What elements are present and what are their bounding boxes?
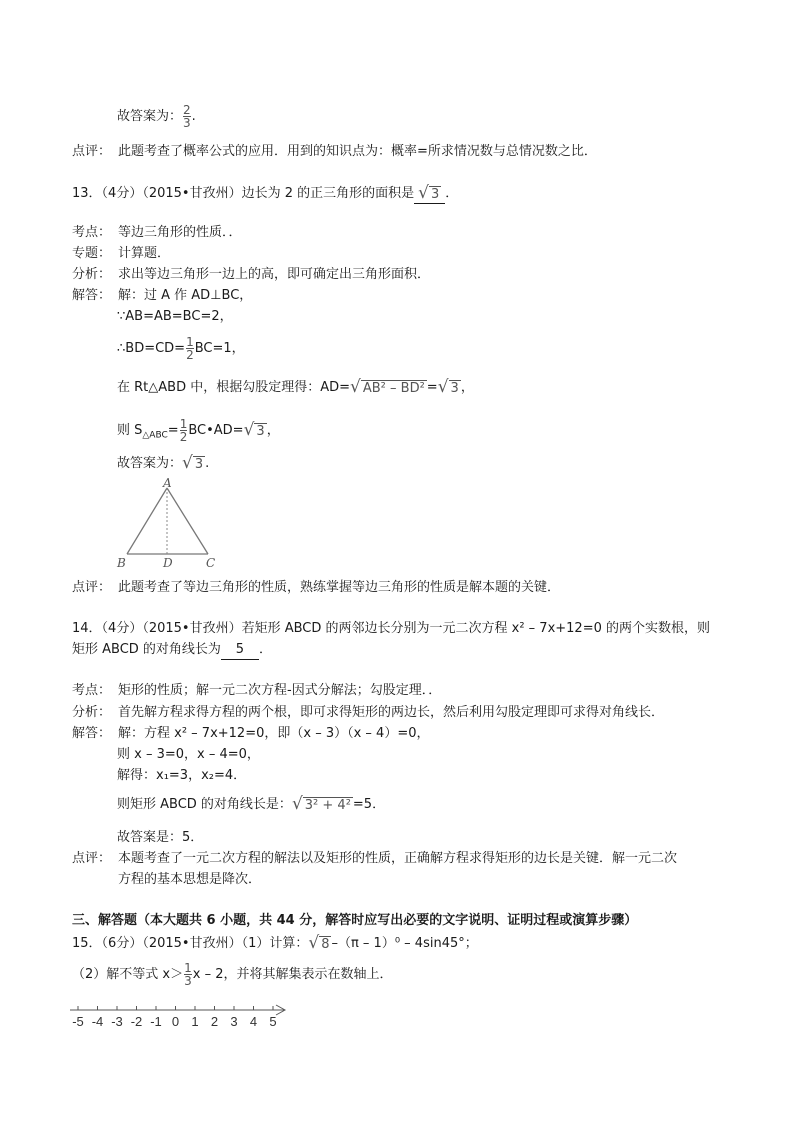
sqrt-expression: √ 8 [308,933,330,953]
q14-jieda: 解答： 解：方程 x² – 7x+12=0，即（x – 3）（x – 4）=0， [72,726,430,741]
vertex-c-label: C [206,556,216,570]
q13-stem: 13．（4分）（2015•甘孜州）边长为 2 的正三角形的面积是 √ 3 ． [72,183,459,203]
q14-fenxi: 分析： 首先解方程求得方程的两个根，即可求得矩形的两边长，然后利用勾股定理即可求得对角线长． [72,705,665,720]
number-line [66,998,296,1032]
q13-step2: ∵AB=AB=BC=2， [117,309,233,324]
q14-comment: 点评： 本题考查了一元二次方程的解法以及矩形的性质，正确解方程求得矩形的边长是关键．解一元二次 [72,851,678,866]
vertex-a-label: A [163,476,172,490]
q14-step3: 解得：x₁=3，x₂=4． [117,768,247,783]
q14-stem-line2: 矩形 ABCD 的对角线长为 5 ． [72,641,272,660]
sqrt-expression: √ 3 [437,377,459,397]
sqrt-expression: √ AB² – BD² [350,377,425,397]
sqrt-expression: √ 3 [182,453,204,473]
section-heading: 三、解答题（本大题共 6 小题，共 44 分，解答时应写出必要的文字说明、证明过程或演算步骤） [72,913,638,928]
number-line-label: -4 [91,1014,104,1029]
answer-blank: 5 [221,641,259,660]
q13-step4: 在 Rt△ABD 中，根据勾股定理得：AD= √ AB² – BD² = √ 3 ， [117,377,474,397]
q12-comment: 点评： 此题考查了概率公式的应用．用到的知识点为：概率=所求情况数与总情况数之比． [72,144,597,159]
number-line-label: -2 [130,1014,143,1029]
q12-answer: 故答案为： $\frac{2}{3}$ . [117,103,196,130]
fraction: $\frac{1}{2}$ [186,335,194,362]
q13-step6: 故答案为： √ 3 . [117,453,210,473]
q13-kaodian: 考点： 等边三角形的性质．． [72,225,242,240]
q13-step3: ∴BD=CD= $\frac{1}{2}$ BC=1， [117,335,245,362]
q14-step4: 则矩形 ABCD 的对角线长是： √ 3² + 4² =5． [117,794,386,814]
answer-blank: √ 3 [414,184,445,204]
q15-part2: （2）解不等式 x＞ $\frac{1}{3}$ x – 2，并将其解集表示在数轴上． [72,961,393,988]
sqrt-expression: √ 3² + 4² [291,794,351,814]
q14-stem-line1: 14．（4分）（2015•甘孜州）若矩形 ABCD 的两邻边长分别为一元二次方程 x² – 7x+12=0 的两个实数根，则 [72,621,710,636]
fraction: $\frac{1}{2}$ [179,417,188,444]
sqrt-expression: √ 3 [243,420,265,440]
number-line-label: 5 [269,1014,277,1029]
number-line-label: -1 [150,1014,162,1029]
fraction: $\frac{1}{3}$ [184,961,192,988]
q13-jieda: 解答： 解：过 A 作 AD⊥BC， [72,288,253,303]
number-line-label: -5 [72,1014,84,1029]
number-line-label: 1 [191,1014,199,1029]
number-line-label: -3 [111,1014,123,1029]
side-ab [127,488,167,554]
point-d-label: D [163,556,173,570]
number-line-label: 3 [230,1014,238,1029]
q15-part1: 15．（6分）（2015•甘孜州）（1）计算： √ 8 –（π – 1）⁰ – 4sin45°； [72,933,478,953]
number-line-label: 4 [249,1014,258,1029]
triangle-figure [112,476,222,570]
vertex-b-label: B [117,556,126,570]
q13-fenxi: 分析： 求出等边三角形一边上的高，即可确定出三角形面积． [72,267,431,282]
q13-step5: 则 $S_{\triangle ABC}=$ $\frac{1}{2}$ BC•AD= √ 3 ， [117,417,280,444]
q13-zhuanti: 专题： 计算题． [72,246,171,261]
number-line-label: 0 [171,1014,180,1029]
q14-comment-line2: 方程的基本思想是降次． [118,872,262,887]
fraction: $\frac{2}{3}$ [183,103,191,130]
number-line-label: 2 [210,1014,219,1029]
q14-kaodian: 考点： 矩形的性质；解一元二次方程-因式分解法；勾股定理．． [72,683,442,698]
side-ac [167,488,208,554]
q14-step2: 则 x – 3=0，x – 4=0， [117,747,260,762]
q14-step5: 故答案是：5． [117,830,204,845]
q13-comment: 点评： 此题考查了等边三角形的性质，熟练掌握等边三角形的性质是解本题的关键． [72,580,561,595]
